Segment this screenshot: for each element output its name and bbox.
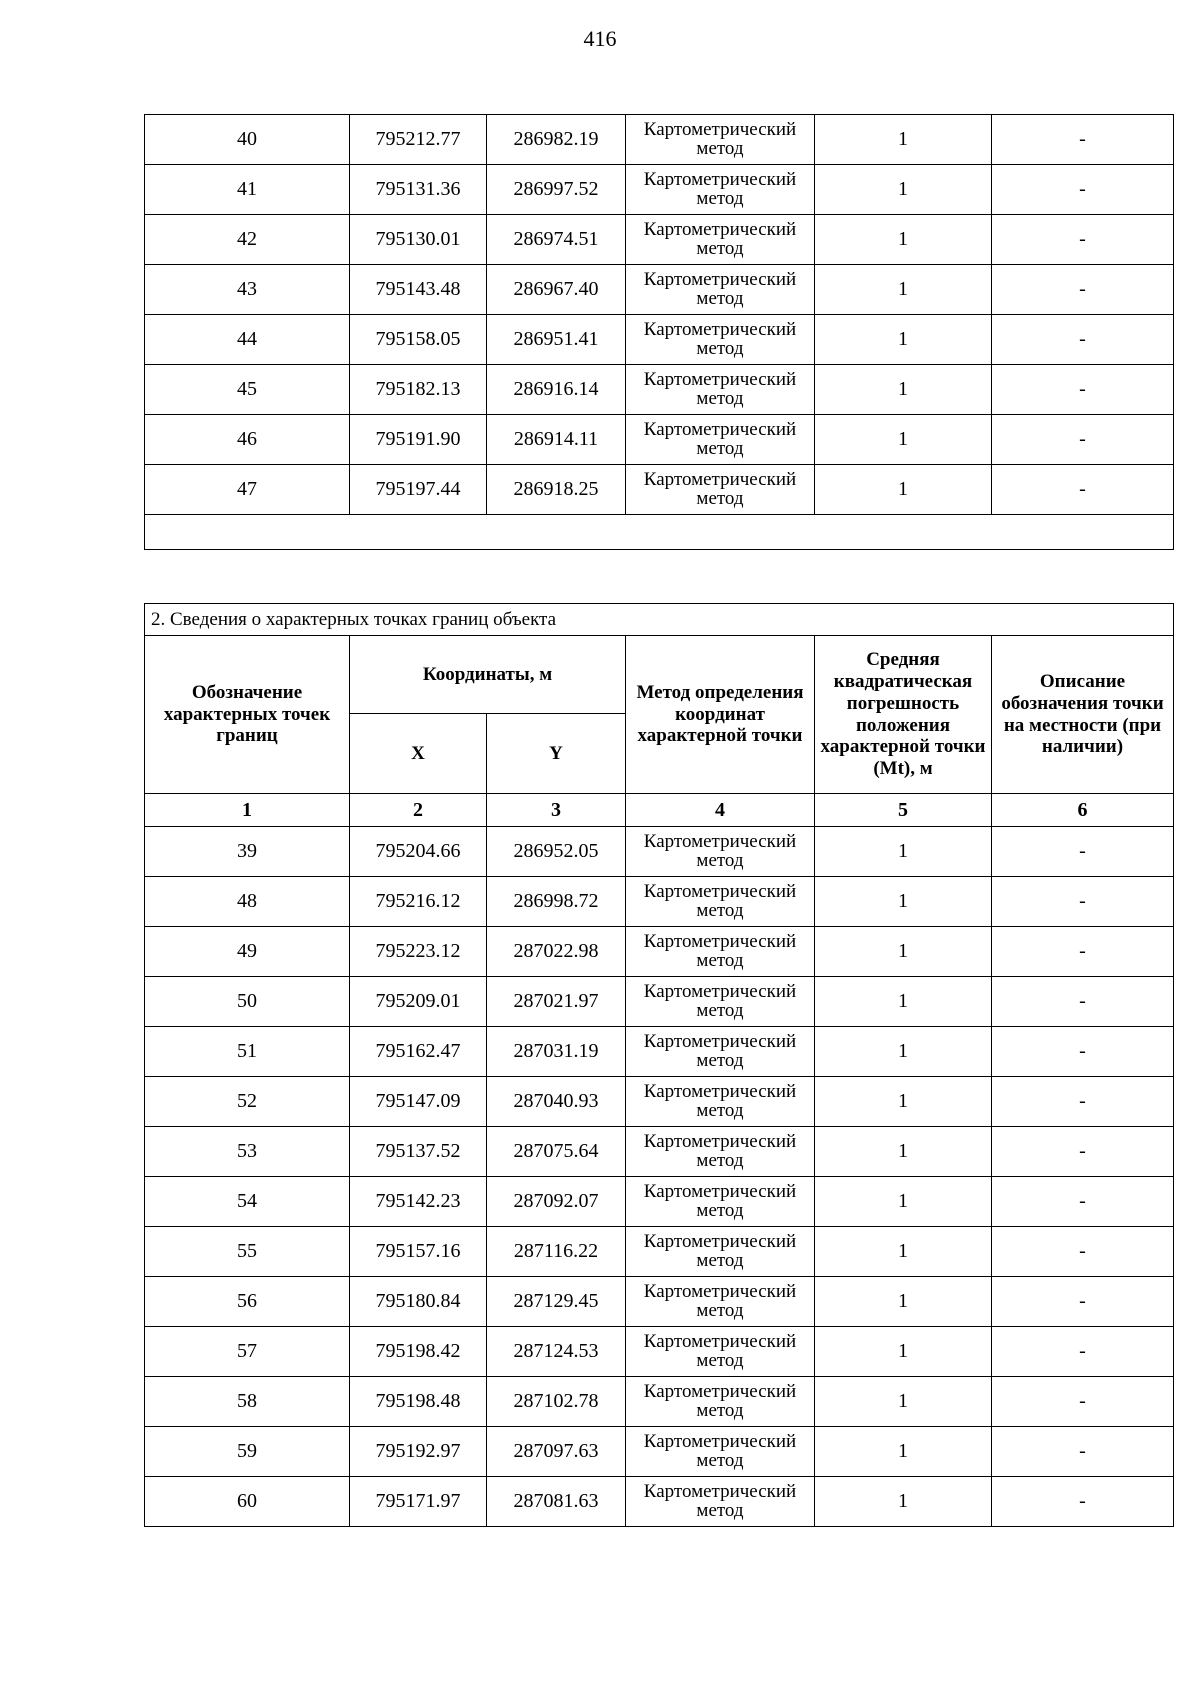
method-cell: Картометрический метод — [626, 1127, 815, 1177]
method-cell: Картометрический метод — [626, 115, 815, 165]
point-number-cell: 58 — [145, 1377, 350, 1427]
x-coordinate-cell: 795162.47 — [350, 1027, 487, 1077]
error-cell: 1 — [815, 1327, 992, 1377]
description-cell: - — [992, 1227, 1174, 1277]
method-cell: Картометрический метод — [626, 1077, 815, 1127]
table-row — [145, 1477, 1174, 1527]
description-cell: - — [992, 115, 1174, 165]
description-cell: - — [992, 827, 1174, 877]
description-cell: - — [992, 365, 1174, 415]
table-row — [145, 1427, 1174, 1477]
x-coordinate-cell: 795204.66 — [350, 827, 487, 877]
y-coordinate-cell: 286918.25 — [487, 465, 626, 515]
error-cell: 1 — [815, 927, 992, 977]
y-coordinate-cell: 287075.64 — [487, 1127, 626, 1177]
column-number: 3 — [487, 794, 626, 827]
point-number-cell: 55 — [145, 1227, 350, 1277]
point-number-cell: 43 — [145, 265, 350, 315]
method-cell: Картометрический метод — [626, 1227, 815, 1277]
description-cell: - — [992, 1077, 1174, 1127]
y-coordinate-cell: 287129.45 — [487, 1277, 626, 1327]
description-cell: - — [992, 415, 1174, 465]
table-row — [145, 1377, 1174, 1427]
y-coordinate-cell: 286952.05 — [487, 827, 626, 877]
y-coordinate-cell: 286998.72 — [487, 877, 626, 927]
y-coordinate-cell: 287022.98 — [487, 927, 626, 977]
y-coordinate-cell: 287116.22 — [487, 1227, 626, 1277]
y-coordinate-cell: 286974.51 — [487, 215, 626, 265]
column-number: 6 — [992, 794, 1174, 827]
method-cell: Картометрический метод — [626, 215, 815, 265]
error-cell: 1 — [815, 115, 992, 165]
header-x: X — [350, 714, 487, 794]
error-cell: 1 — [815, 1477, 992, 1527]
header-description: Описание обозначения точки на местности (при наличии) — [992, 636, 1174, 794]
point-number-cell: 51 — [145, 1027, 350, 1077]
x-coordinate-cell: 795157.16 — [350, 1227, 487, 1277]
x-coordinate-cell: 795182.13 — [350, 365, 487, 415]
y-coordinate-cell: 286967.40 — [487, 265, 626, 315]
error-cell: 1 — [815, 827, 992, 877]
table-row — [145, 927, 1174, 977]
point-number-cell: 59 — [145, 1427, 350, 1477]
boundary-points-table — [144, 603, 1174, 1527]
header-method: Метод определения координат характерной точки — [626, 636, 815, 794]
column-number: 1 — [145, 794, 350, 827]
description-cell: - — [992, 1327, 1174, 1377]
point-number-cell: 41 — [145, 165, 350, 215]
point-number-cell: 57 — [145, 1327, 350, 1377]
column-number: 5 — [815, 794, 992, 827]
error-cell: 1 — [815, 877, 992, 927]
x-coordinate-cell: 795223.12 — [350, 927, 487, 977]
y-coordinate-cell: 287021.97 — [487, 977, 626, 1027]
y-coordinate-cell: 287124.53 — [487, 1327, 626, 1377]
error-cell: 1 — [815, 365, 992, 415]
x-coordinate-cell: 795130.01 — [350, 215, 487, 265]
table-row — [145, 977, 1174, 1027]
point-number-cell: 44 — [145, 315, 350, 365]
y-coordinate-cell: 287031.19 — [487, 1027, 626, 1077]
method-cell: Картометрический метод — [626, 1027, 815, 1077]
table-row — [145, 1127, 1174, 1177]
method-cell: Картометрический метод — [626, 465, 815, 515]
x-coordinate-cell: 795198.42 — [350, 1327, 487, 1377]
error-cell: 1 — [815, 977, 992, 1027]
method-cell: Картометрический метод — [626, 1377, 815, 1427]
method-cell: Картометрический метод — [626, 265, 815, 315]
x-coordinate-cell: 795191.90 — [350, 415, 487, 465]
error-cell: 1 — [815, 1027, 992, 1077]
y-coordinate-cell: 286982.19 — [487, 115, 626, 165]
point-number-cell: 42 — [145, 215, 350, 265]
x-coordinate-cell: 795180.84 — [350, 1277, 487, 1327]
page-number: 416 — [583, 26, 617, 51]
point-number-cell: 52 — [145, 1077, 350, 1127]
description-cell: - — [992, 265, 1174, 315]
x-coordinate-cell: 795197.44 — [350, 465, 487, 515]
description-cell: - — [992, 927, 1174, 977]
table-row — [145, 265, 1174, 315]
empty-row — [145, 515, 1174, 550]
description-cell: - — [992, 315, 1174, 365]
header-coordinates: Координаты, м — [350, 636, 626, 714]
y-coordinate-cell: 286914.11 — [487, 415, 626, 465]
error-cell: 1 — [815, 1227, 992, 1277]
table-row — [145, 877, 1174, 927]
method-cell: Картометрический метод — [626, 315, 815, 365]
table-row — [145, 1177, 1174, 1227]
point-number-cell: 54 — [145, 1177, 350, 1227]
error-cell: 1 — [815, 265, 992, 315]
table-row — [145, 365, 1174, 415]
description-cell: - — [992, 465, 1174, 515]
table-row — [145, 315, 1174, 365]
description-cell: - — [992, 1027, 1174, 1077]
method-cell: Картометрический метод — [626, 415, 815, 465]
y-coordinate-cell: 286951.41 — [487, 315, 626, 365]
x-coordinate-cell: 795209.01 — [350, 977, 487, 1027]
description-cell: - — [992, 1477, 1174, 1527]
method-cell: Картометрический метод — [626, 1477, 815, 1527]
error-cell: 1 — [815, 315, 992, 365]
x-coordinate-cell: 795131.36 — [350, 165, 487, 215]
table-row — [145, 1227, 1174, 1277]
error-cell: 1 — [815, 465, 992, 515]
boundary-points-table-continued — [144, 114, 1174, 550]
method-cell: Картометрический метод — [626, 1327, 815, 1377]
x-coordinate-cell: 795147.09 — [350, 1077, 487, 1127]
y-coordinate-cell: 287097.63 — [487, 1427, 626, 1477]
table-row — [145, 165, 1174, 215]
table-row — [145, 1327, 1174, 1377]
y-coordinate-cell: 287040.93 — [487, 1077, 626, 1127]
y-coordinate-cell: 287081.63 — [487, 1477, 626, 1527]
error-cell: 1 — [815, 1177, 992, 1227]
description-cell: - — [992, 977, 1174, 1027]
y-coordinate-cell: 286916.14 — [487, 365, 626, 415]
error-cell: 1 — [815, 1127, 992, 1177]
point-number-cell: 47 — [145, 465, 350, 515]
table-row — [145, 1077, 1174, 1127]
method-cell: Картометрический метод — [626, 365, 815, 415]
x-coordinate-cell: 795212.77 — [350, 115, 487, 165]
description-cell: - — [992, 1127, 1174, 1177]
x-coordinate-cell: 795137.52 — [350, 1127, 487, 1177]
y-coordinate-cell: 286997.52 — [487, 165, 626, 215]
description-cell: - — [992, 215, 1174, 265]
description-cell: - — [992, 877, 1174, 927]
point-number-cell: 60 — [145, 1477, 350, 1527]
point-number-cell: 48 — [145, 877, 350, 927]
description-cell: - — [992, 1177, 1174, 1227]
x-coordinate-cell: 795216.12 — [350, 877, 487, 927]
description-cell: - — [992, 165, 1174, 215]
table-row — [145, 1277, 1174, 1327]
x-coordinate-cell: 795142.23 — [350, 1177, 487, 1227]
description-cell: - — [992, 1377, 1174, 1427]
table-row — [145, 215, 1174, 265]
error-cell: 1 — [815, 1377, 992, 1427]
x-coordinate-cell: 795143.48 — [350, 265, 487, 315]
column-number: 4 — [626, 794, 815, 827]
error-cell: 1 — [815, 1277, 992, 1327]
column-number: 2 — [350, 794, 487, 827]
method-cell: Картометрический метод — [626, 827, 815, 877]
point-number-cell: 40 — [145, 115, 350, 165]
error-cell: 1 — [815, 415, 992, 465]
point-number-cell: 50 — [145, 977, 350, 1027]
point-number-cell: 39 — [145, 827, 350, 877]
table-row — [145, 465, 1174, 515]
point-number-cell: 56 — [145, 1277, 350, 1327]
description-cell: - — [992, 1427, 1174, 1477]
x-coordinate-cell: 795158.05 — [350, 315, 487, 365]
error-cell: 1 — [815, 165, 992, 215]
method-cell: Картометрический метод — [626, 877, 815, 927]
table-row — [145, 827, 1174, 877]
y-coordinate-cell: 287102.78 — [487, 1377, 626, 1427]
method-cell: Картометрический метод — [626, 927, 815, 977]
y-coordinate-cell: 287092.07 — [487, 1177, 626, 1227]
x-coordinate-cell: 795198.48 — [350, 1377, 487, 1427]
error-cell: 1 — [815, 1077, 992, 1127]
description-cell: - — [992, 1277, 1174, 1327]
x-coordinate-cell: 795192.97 — [350, 1427, 487, 1477]
method-cell: Картометрический метод — [626, 1427, 815, 1477]
x-coordinate-cell: 795171.97 — [350, 1477, 487, 1527]
method-cell: Картометрический метод — [626, 165, 815, 215]
header-designation: Обозначение характерных точек границ — [145, 636, 350, 794]
method-cell: Картометрический метод — [626, 1177, 815, 1227]
header-error: Средняя квадратическая погрешность положения характерной точки (Mt), м — [815, 636, 992, 794]
point-number-cell: 49 — [145, 927, 350, 977]
error-cell: 1 — [815, 215, 992, 265]
table-title: 2. Сведения о характерных точках границ объекта — [145, 604, 1174, 636]
table-row — [145, 1027, 1174, 1077]
table-row — [145, 115, 1174, 165]
point-number-cell: 53 — [145, 1127, 350, 1177]
table-row — [145, 415, 1174, 465]
point-number-cell: 46 — [145, 415, 350, 465]
column-numbers-row — [145, 794, 1174, 827]
method-cell: Картометрический метод — [626, 1277, 815, 1327]
method-cell: Картометрический метод — [626, 977, 815, 1027]
error-cell: 1 — [815, 1427, 992, 1477]
point-number-cell: 45 — [145, 365, 350, 415]
header-y: Y — [487, 714, 626, 794]
